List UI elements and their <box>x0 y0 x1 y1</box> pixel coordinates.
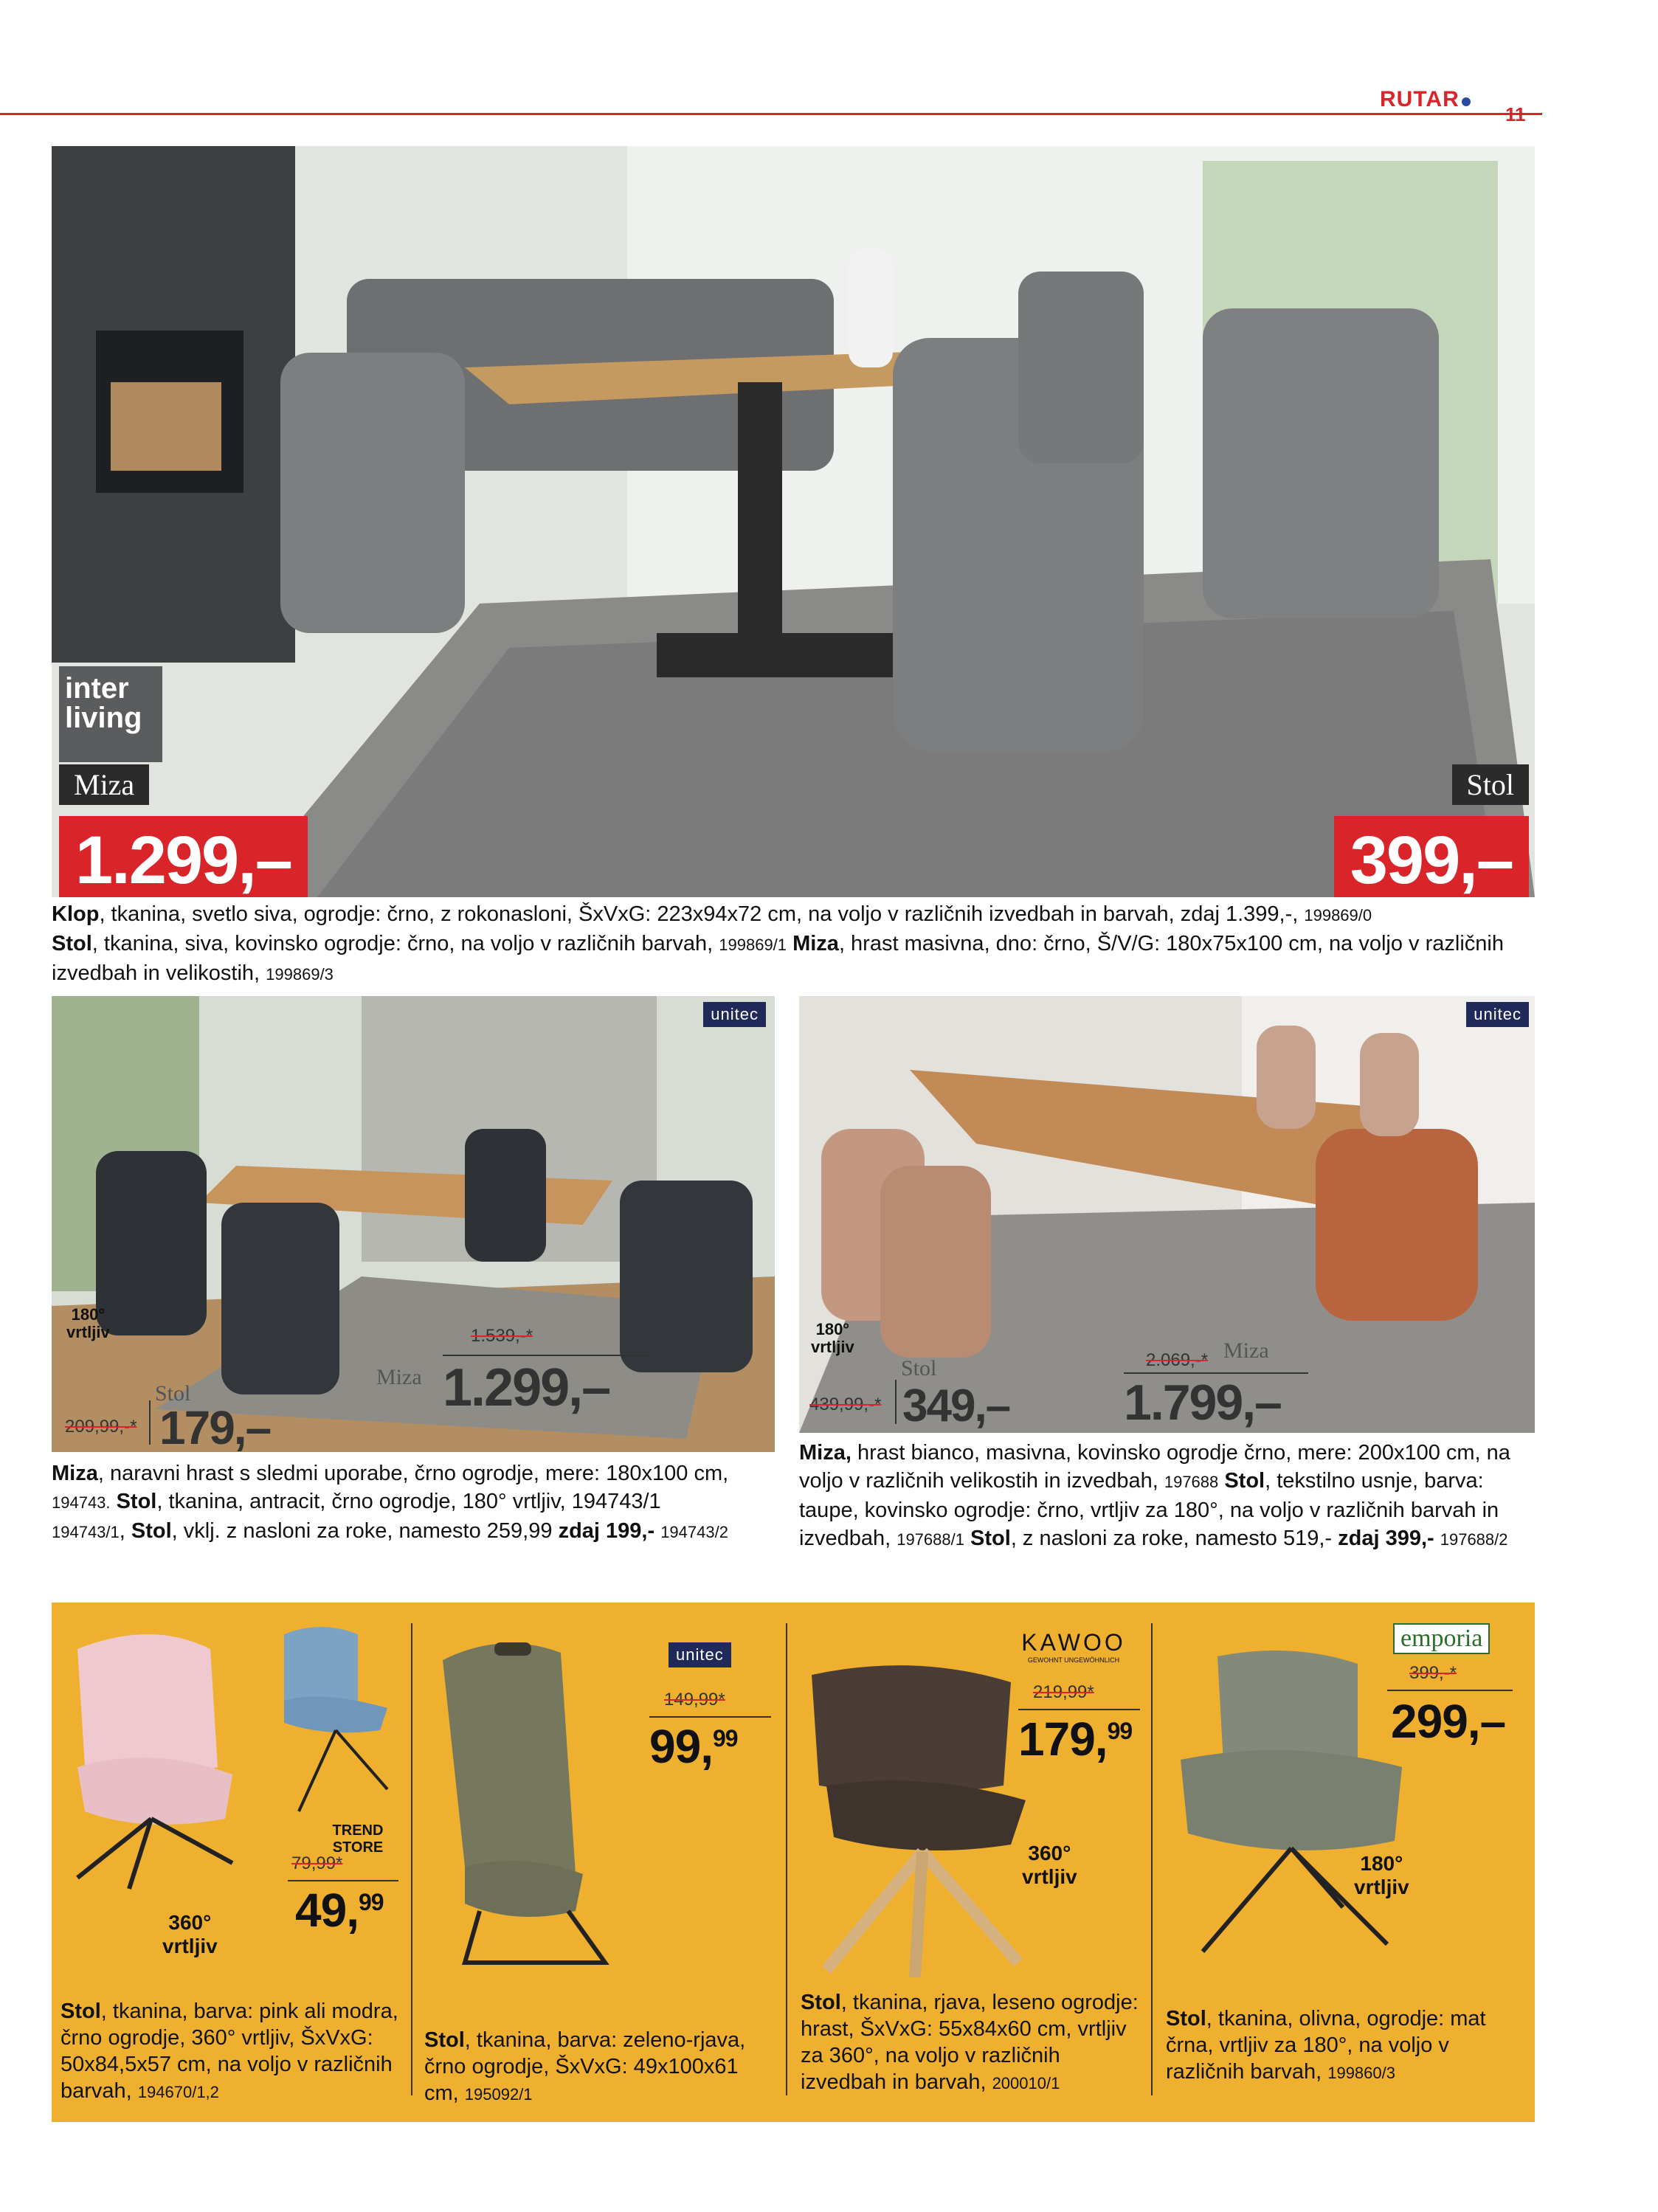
header-rule <box>0 113 1542 115</box>
miza-label: Miza <box>376 1365 422 1389</box>
product-3-caption: Stol, tkanina, rjava, leseno ogrodje: hrast, ŠxVxG: 55x84x60 cm, vrtljiv za 360°, na voljo v različnih izvedbah in barvah, 200010/1 <box>801 1991 1139 2094</box>
stol-old-price: 209,99,-* <box>65 1417 137 1437</box>
unitec-logo: unitec <box>669 1642 731 1667</box>
hero-photo <box>52 146 1535 897</box>
stol-price: 349,– <box>902 1380 1010 1431</box>
price-rule <box>1387 1690 1513 1691</box>
product-4-caption: Stol, tkanina, olivna, ogrodje: mat črna, vrtljiv za 180°, na voljo v različnih barvah, 199860/3 <box>1166 2007 1486 2084</box>
hero-miza-tag: Miza <box>59 764 149 805</box>
product-2-price: 99,99 <box>649 1720 738 1773</box>
product-4-old-price: 399,-* <box>1409 1663 1457 1683</box>
column-divider <box>1151 1623 1153 2095</box>
mid-left-photo <box>52 996 775 1452</box>
price-rule <box>149 1400 151 1445</box>
hero-stol-tag: Stol <box>1452 764 1529 805</box>
price-rule <box>1018 1709 1140 1710</box>
product-2-image <box>435 1631 635 1977</box>
stol-label: Stol <box>901 1356 937 1380</box>
product-4-rotation: 180° vrtljiv <box>1354 1852 1409 1898</box>
product-1-old-price: 79,99* <box>291 1853 343 1873</box>
emporia-logo: emporia <box>1393 1623 1490 1654</box>
rotation-badge: 180° vrtljiv <box>811 1320 854 1356</box>
unitec-logo: unitec <box>703 1002 766 1027</box>
unitec-logo: unitec <box>1466 1002 1529 1027</box>
stol-old-price: 439,99,-* <box>809 1394 882 1414</box>
product-2-old-price: 149,99* <box>664 1690 725 1710</box>
product-3-image <box>804 1653 1040 1977</box>
mid-left-caption: Miza, naravni hrast s sledmi uporabe, črno ogrodje, mere: 180x100 cm, 194743. Stol, tkanina, antracit, črno ogrodje, 180° vrtljiv, 194743/1 194743/1, Stol, vklj. z nasloni za roke, namesto 259,99 zdaj 199,- 194743/2 <box>52 1462 729 1543</box>
stol-label: Stol <box>155 1381 191 1406</box>
product-3-old-price: 219,99* <box>1033 1682 1094 1702</box>
column-divider <box>786 1623 787 2095</box>
price-rule <box>443 1355 649 1356</box>
product-2-caption: Stol, tkanina, barva: zeleno-rjava, črno ogrodje, ŠxVxG: 49x100x61 cm, 195092/1 <box>424 2028 746 2105</box>
product-4-image <box>1173 1642 1409 1959</box>
trend-store-logo: TREND STORE <box>332 1822 384 1856</box>
product-3-price: 179,99 <box>1018 1712 1133 1766</box>
miza-old-price: 1.539,-* <box>471 1326 533 1346</box>
miza-old-price: 2.069,-* <box>1146 1350 1209 1370</box>
product-1-rotation: 360° vrtljiv <box>162 1911 218 1957</box>
product-4-price: 299,– <box>1391 1695 1506 1748</box>
miza-label: Miza <box>1223 1338 1269 1363</box>
brand-logo: RUTAR <box>1380 87 1471 112</box>
hero-caption: Klop, tkanina, svetlo siva, ogrodje: črno, z rokonasloni, ŠxVxG: 223x94x72 cm, na voljo v različnih izvedbah in barvah, zdaj 1.399,-, 199869/0 Stol, tkanina, siva, kovinsko ogrodje: črno, na voljo v različnih barvah, 199869/1 Miza, hrast masivna, dno: črno, Š/V/G: 180x75x100 cm, na voljo v različnih izvedbah in velikostih, 199869/3 <box>52 902 1504 985</box>
price-rule <box>649 1716 771 1718</box>
interliving-logo: inter living <box>59 666 162 762</box>
price-rule <box>895 1380 897 1424</box>
hero-miza-price: 1.299,– <box>59 816 308 897</box>
mid-right-caption: Miza, hrast bianco, masivna, kovinsko ogrodje črno, mere: 200x100 cm, na voljo v različnih velikostih in izvedbah, 197688 Stol, tekstilno usnje, barva: taupe, kovinsko ogrodje: črno, vrtljiv za 180°, na voljo v različnih barvah in izvedbah, 197688/1 Stol, z nasloni za roke, namesto 519,- zdaj 399,- 197688/2 <box>799 1441 1510 1550</box>
product-1-price: 49,99 <box>295 1884 384 1937</box>
product-3-rotation: 360° vrtljiv <box>1022 1842 1077 1888</box>
hero-stol-price: 399,– <box>1334 816 1529 897</box>
column-divider <box>411 1623 412 2095</box>
product-1-caption: Stol, tkanina, barva: pink ali modra, črno ogrodje, 360° vrtljiv, ŠxVxG: 50x84,5x57 cm, na voljo v različnih barvah, 194670/1,2 <box>61 2000 398 2103</box>
rotation-badge: 180° vrtljiv <box>66 1305 110 1341</box>
miza-price: 1.299,– <box>443 1358 610 1417</box>
stol-price: 179,– <box>159 1401 271 1452</box>
price-rule <box>288 1880 398 1881</box>
kawoo-logo: KAWOO GEWOHNT UNGEWÖHNLICH <box>1021 1629 1126 1664</box>
miza-price: 1.799,– <box>1124 1375 1281 1431</box>
page-number: 11 <box>1505 103 1526 125</box>
mid-right-photo <box>799 996 1535 1433</box>
